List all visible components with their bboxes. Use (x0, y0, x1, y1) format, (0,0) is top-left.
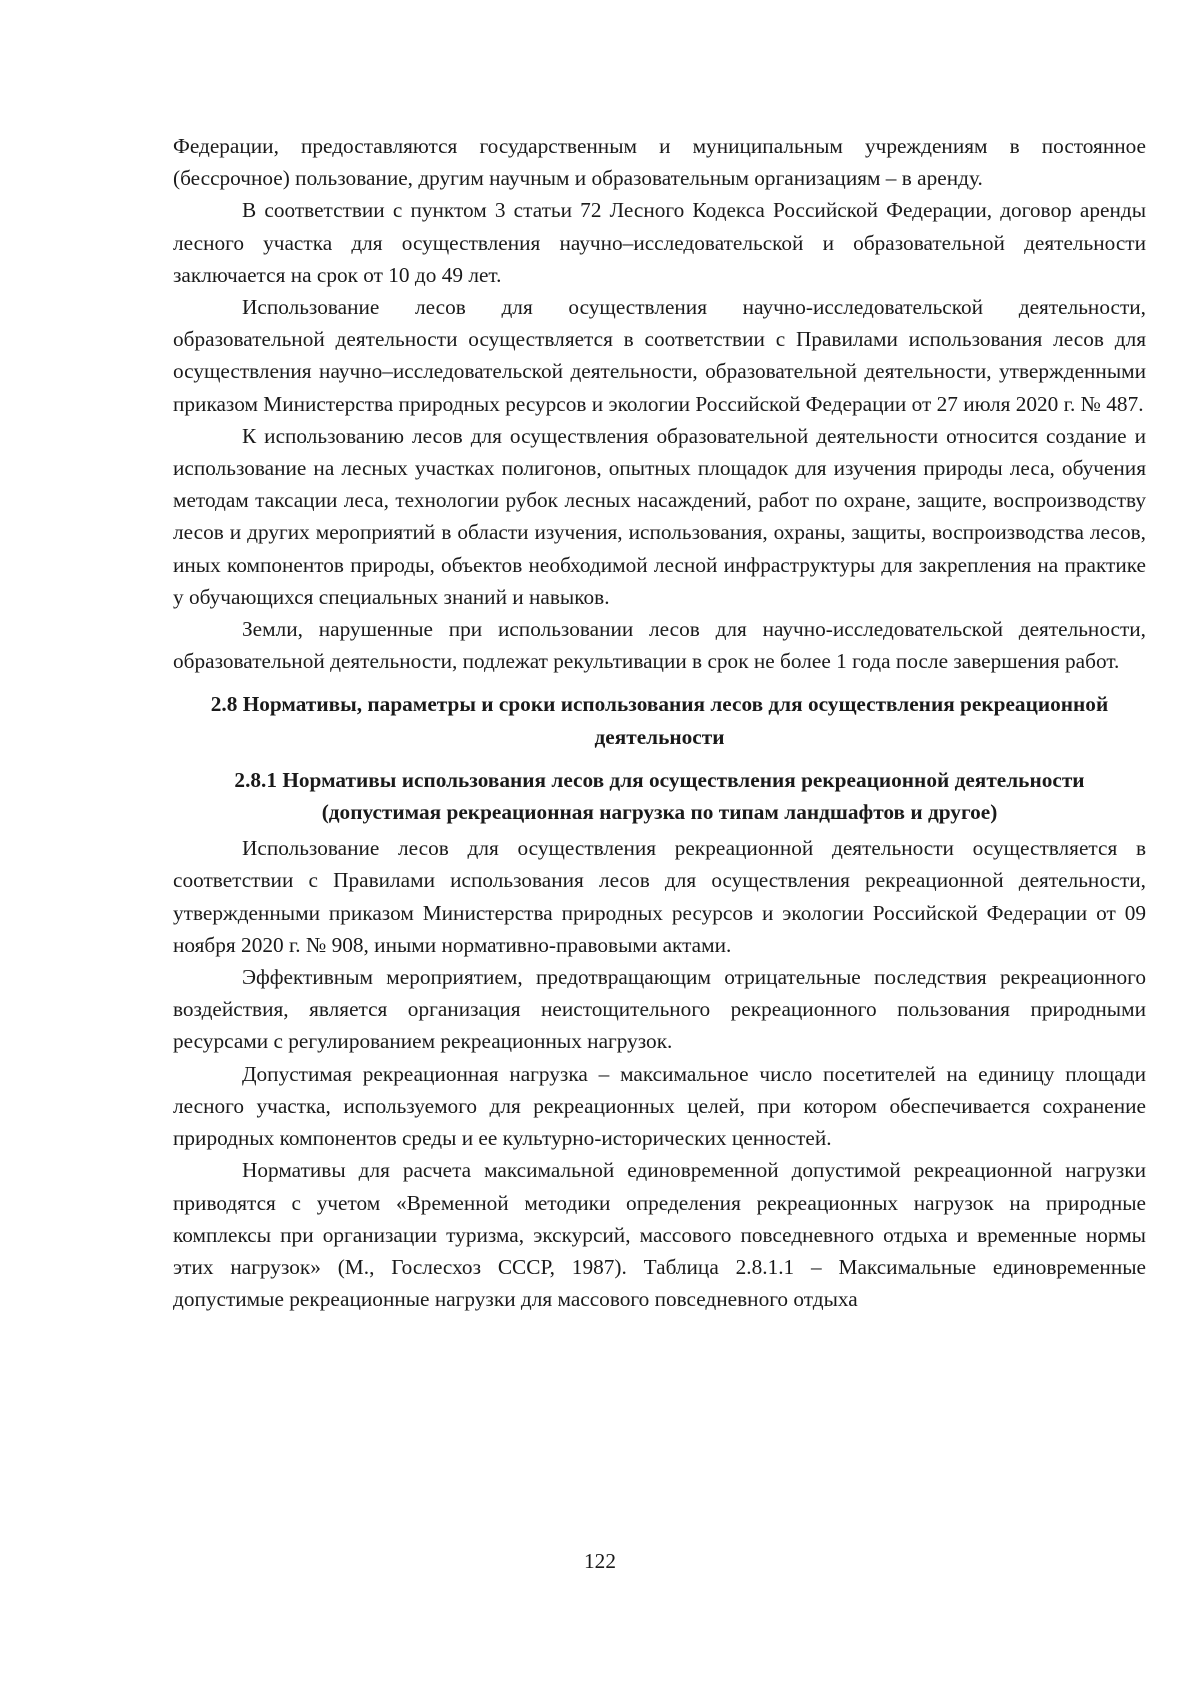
paragraph-permissible-load: Допустимая рекреационная нагрузка – максимальное число посетителей на единицу площади лесного участка, используемого для рекреационных целей, при котором обеспечивается сохранение природных компонентов среды и ее культурно-исторических ценностей. (173, 1061, 1146, 1151)
section-heading: 2.8 Нормативы, параметры и сроки использования лесов для осуществления рекреационной деятельности (210, 692, 1109, 749)
paragraph-recreational-rules: Использование лесов для осуществления рекреационной деятельности осуществляется в соответствии с Правилами использования лесов для осуществления рекреационной деятельности, утвержденными приказом Министерства природных ресурсов и экологии Российской Федерации от 09 ноября 2020 г. № 908, иными нормативно-правовыми актами. (173, 836, 1146, 957)
paragraph-continuation: Федерации, предоставляются государственным и муниципальным учреждениям в постоянное (бессрочное) пользование, другим научным и образовательным организациям – в аренду. (173, 134, 1146, 191)
paragraph-land-reclamation: Земли, нарушенные при использовании лесов для научно-исследовательской деятельности, образовательной деятельности, подлежат рекультивации в срок не более 1 года после завершения работ. (173, 617, 1146, 674)
paragraph-lease-term: В соответствии с пунктом 3 статьи 72 Лесного Кодекса Российской Федерации, договор аренды лесного участка для осуществления научно–исследовательской и образовательной деятельности заключается на срок от 10 до 49 лет. (173, 198, 1146, 287)
paragraph-educational-use: К использованию лесов для осуществления образовательной деятельности относится создание и использование на лесных участках полигонов, опытных площадок для изучения природы леса, обучения методам таксации леса, технологии рубок лесных насаждений, работ по охране, защите, воспроизводству лесов и других мероприятий в области изучения, использования, охраны, защиты, воспроизводства лесов, иных компонентов природы, объектов необходимой лесной инфраструктуры для закрепления на практике у обучающихся специальных знаний и навыков. (173, 423, 1146, 609)
document-page (173, 130, 1146, 1315)
page-number: 122 (584, 1549, 616, 1573)
paragraph-research-use-rules: Использование лесов для осуществления научно-исследовательской деятельности, образовательной деятельности осуществляется в соответствии с Правилами использования лесов для осуществления научно–исследовательской деятельности, образовательной деятельности, утвержденными приказом Министерства природных ресурсов и экологии Российской Федерации от 27 июля 2020 г. № 487. (173, 295, 1146, 416)
subsection-heading: 2.8.1 Нормативы использования лесов для осуществления рекреационной деятельности (допустимая рекреационная нагрузка по типам ландшафтов и другое) (234, 767, 1085, 825)
paragraph-load-norms: Нормативы для расчета максимальной единовременной допустимой рекреационной нагрузки приводятся с учетом «Временной методики определения рекреационных нагрузок на природные комплексы при организации туризма, экскурсий, массового повседневного отдыха и временные нормы этих нагрузок» (М., Гослесхоз СССР, 1987). Таблица 2.8.1.1 – Максимальные единовременные допустимые рекреационные нагрузки для массового повседневного отдыха (173, 1158, 1146, 1312)
paragraph-effective-measure: Эффективным мероприятием, предотвращающим отрицательные последствия рекреационного воздействия, является организация неистощительного рекреационного пользования природными ресурсами с регулированием рекреационных нагрузок. (173, 965, 1146, 1054)
